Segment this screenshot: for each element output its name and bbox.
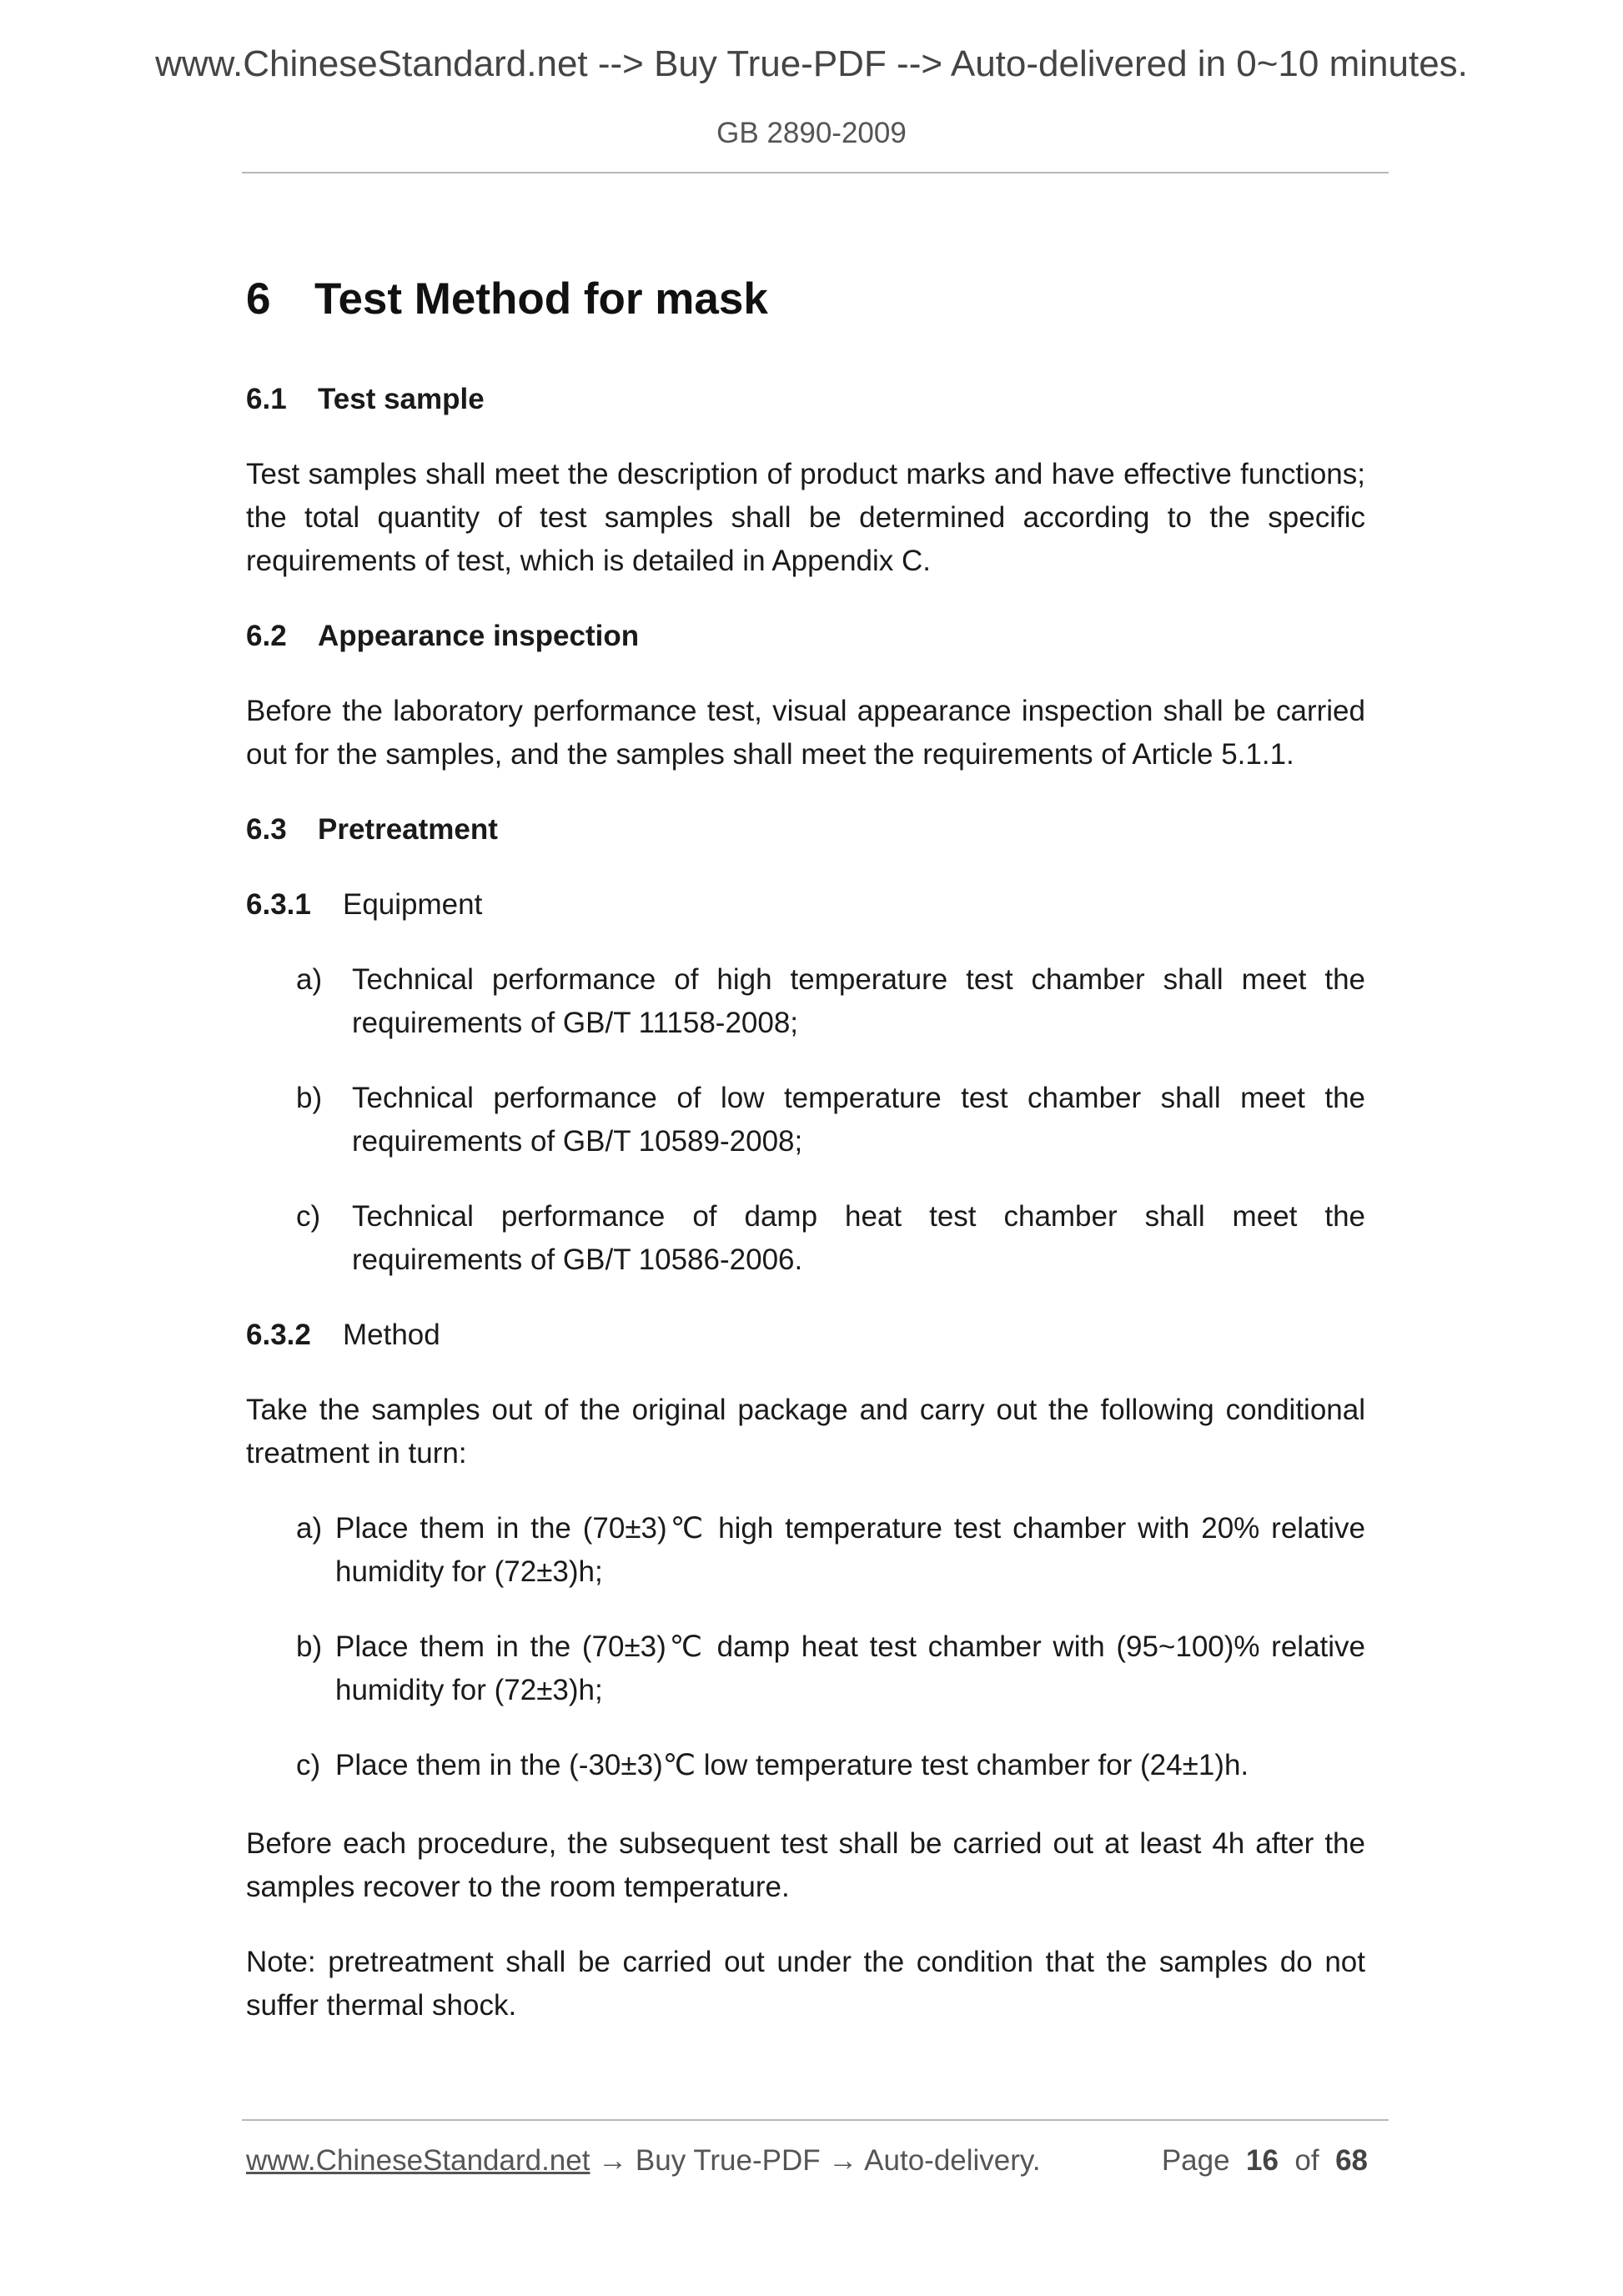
- list-marker: c): [296, 1200, 321, 1233]
- section-number: 6.1: [246, 383, 287, 415]
- footer-text: → Buy True-PDF → Auto-delivery.: [590, 2144, 1041, 2177]
- chapter-heading: [246, 269, 1365, 329]
- of-label: of: [1294, 2144, 1319, 2177]
- total-pages: 68: [1335, 2144, 1368, 2177]
- section-number: 6.2: [246, 620, 287, 652]
- list-marker: a): [296, 1512, 323, 1545]
- method-note: Note: pretreatment shall be carried out under the condition that the samples do not suffer thermal shock.: [246, 1946, 1365, 2022]
- page-footer: [246, 2144, 1368, 2178]
- subsection-title: Method: [343, 1319, 440, 1351]
- section-6-1-body: Test samples shall meet the description of product marks and have effective functions; the total quantity of test samples shall be determined according to the specific requirements of test, which is detailed in Appendix C.: [246, 458, 1365, 577]
- chapter-title: Test Method for mask: [314, 274, 768, 324]
- list-text: Place them in the (70±3)℃ high temperature test chamber with 20% relative humidity for (72±3)h;: [335, 1512, 1365, 1588]
- list-marker: b): [296, 1630, 323, 1663]
- subsection-number: 6.3.1: [246, 888, 311, 921]
- list-text: Technical performance of high temperature test chamber shall meet the requirements of GB/T 11158-2008;: [352, 963, 1365, 1039]
- method-after-text: Before each procedure, the subsequent test shall be carried out at least 4h after the samples recover to the room temperature.: [246, 1827, 1365, 1903]
- section-heading-6-3: [246, 808, 1365, 852]
- chapter-number: 6: [246, 274, 271, 324]
- subsection-title: Equipment: [343, 888, 483, 921]
- page-label: Page: [1161, 2144, 1230, 2177]
- section-title: Pretreatment: [318, 813, 498, 846]
- list-text: Place them in the (70±3)℃ damp heat test chamber with (95~100)% relative humidity for (72±3)h;: [335, 1630, 1365, 1706]
- list-item: [296, 1625, 1365, 1712]
- subsection-heading-6-3-2: [246, 1314, 1365, 1357]
- list-item: [296, 958, 1365, 1045]
- list-text: Technical performance of damp heat test chamber shall meet the requirements of GB/T 10586-2006.: [352, 1200, 1365, 1276]
- list-item: [296, 1744, 1365, 1787]
- subsection-heading-6-3-1: [246, 883, 1365, 927]
- page-number: 16: [1246, 2144, 1279, 2177]
- page-content: [246, 269, 1365, 2059]
- list-marker: c): [296, 1749, 321, 1781]
- section-heading-6-2: [246, 615, 1365, 658]
- list-text: Place them in the (-30±3)℃ low temperature test chamber for (24±1)h.: [335, 1749, 1249, 1781]
- section-6-2-body: Before the laboratory performance test, visual appearance inspection shall be carried out for the samples, and the samples shall meet the requirements of Article 5.1.1.: [246, 695, 1365, 771]
- header-divider: [242, 172, 1389, 173]
- subsection-number: 6.3.2: [246, 1319, 311, 1351]
- list-item: [296, 1077, 1365, 1163]
- list-item: [296, 1507, 1365, 1594]
- page-indicator: [1162, 2144, 1368, 2178]
- list-text: Technical performance of low temperature test chamber shall meet the requirements of GB/T 10589-2008;: [352, 1082, 1365, 1158]
- standard-code: GB 2890-2009: [716, 117, 907, 149]
- method-intro: Take the samples out of the original package and carry out the following conditional treatment in turn:: [246, 1394, 1365, 1470]
- footer-link[interactable]: www.ChineseStandard.net: [246, 2144, 590, 2177]
- section-title: Test sample: [318, 383, 485, 415]
- list-item: [296, 1195, 1365, 1282]
- footer-divider: [242, 2119, 1389, 2121]
- header-banner: www.ChineseStandard.net --> Buy True-PDF --> Auto-delivered in 0~10 minutes.: [155, 43, 1468, 84]
- list-marker: b): [296, 1082, 323, 1114]
- section-title: Appearance inspection: [318, 620, 640, 652]
- section-heading-6-1: [246, 378, 1365, 421]
- list-marker: a): [296, 963, 323, 996]
- section-number: 6.3: [246, 813, 287, 846]
